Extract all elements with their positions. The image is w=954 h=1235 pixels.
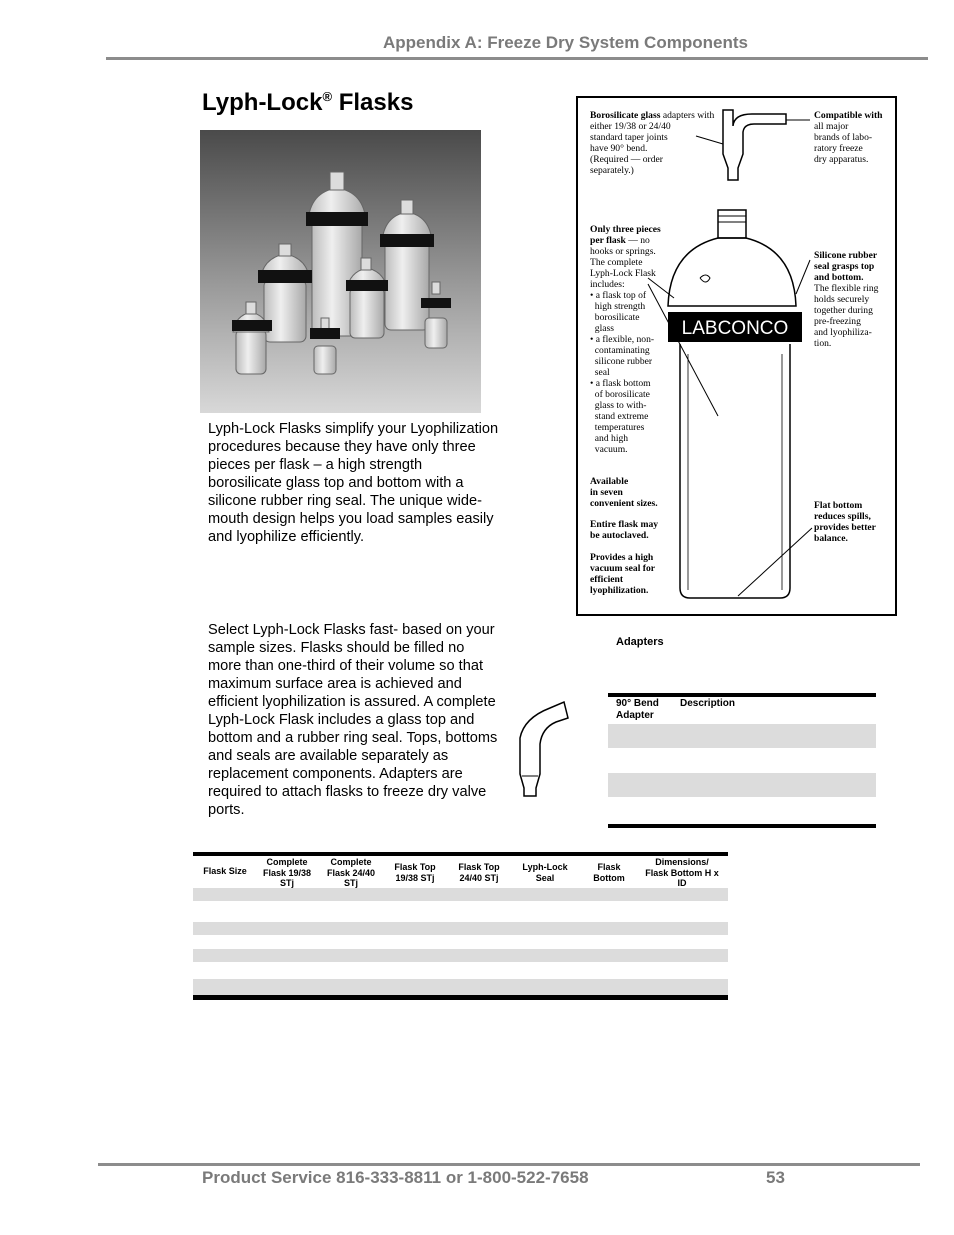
col-dimensions: Dimensions/ Flask Bottom H x ID [645,857,719,888]
table-row [193,888,728,901]
table-row [193,949,728,962]
adapters-table-bottom-rule [608,824,876,828]
flask-diagram [576,96,897,616]
table-row [193,979,728,995]
selection-paragraph: Select Lyph-Lock Flasks fast- based on your sample sizes. Flasks should be filled no more than one-third of their volume so that maximum surface area is achieved and efficient lyophilization is assured. A complete Lyph-Lock Flask includes a glass top and bottom and a rubber ring seal. Tops, bottoms and seals are available separately as replacement components. Adapters are required to attach flasks to freeze dry valve ports. [208,622,498,818]
page-number: 53 [766,1168,785,1187]
autoclave-callout: Entire flask may be autoclaved. [590,519,659,541]
adapters-table [608,693,876,829]
vacuum-callout: Provides a high vacuum seal for efficient lyophilization. [590,552,656,596]
col-top-24-40: Flask Top 24/40 STj [458,862,500,883]
title-main: Lyph-Lock [202,89,323,116]
col-flask-bottom: Flask Bottom [593,862,625,883]
three-pieces-callout: Only three pieces per flask — no hooks or springs. The complete Lyph-Lock Flask includes: • a flask top of high strength borosilicate glass • a flexible, non- contaminating silicone rubber seal • a flask bottom of borosilicate glass to with- stand extreme temperatures and high vacuum. [590,224,661,455]
footer-rule [98,1163,920,1166]
col-complete-19-38: Complete Flask 19/38 STj [262,857,312,888]
intro-paragraph: Lyph-Lock Flasks simplify your Lyophilization procedures because they have only three pieces per flask – a high strength borosilicate glass top and bottom with a silicone rubber ring seal. The unique wide-mouth design helps you load samples easily and lyophilize efficiently. [208,421,499,545]
brand-label: LABCONCO [681,318,789,339]
adapters-callout: Borosilicate glass adapters with either 19/38 or 24/40 standard taper joints have 90° bend. (Required — order separately.) [590,110,715,176]
table-row [608,773,876,797]
appendix-header-title: Appendix A: Freeze Dry System Components [383,33,748,52]
registered-mark: ® [322,89,333,104]
flat-bottom-callout: Flat bottom reduces spills, provides better balance. [814,500,876,544]
col-flask-size: Flask Size [203,866,247,876]
adapters-col-adapter: 90° Bend Adapter [616,698,659,721]
table-row [193,922,728,935]
adapters-col-description: Description [680,698,736,709]
header-rule [106,57,928,60]
compatible-callout: Compatible with all major brands of labo- ratory freeze dry apparatus. [814,110,883,165]
table-row [608,724,876,748]
footer-service-text: Product Service 816-333-8811 or 1-800-522-7658 [202,1168,589,1187]
flask-table-top-rule [193,852,728,856]
page-title [202,89,413,117]
flask-table [193,852,728,1001]
col-top-19-38: Flask Top 19/38 STj [394,862,436,883]
col-lyph-lock-seal: Lyph-Lock Seal [522,862,568,883]
bend-adapter-icon [510,696,570,800]
flasks-photo [200,130,481,413]
seal-callout: Silicone rubber seal grasps top and bottom. The flexible ring holds securely together during pre-freezing and lyophiliza- tion. [814,250,879,349]
available-callout: Available in seven convenient sizes. [590,476,658,509]
col-complete-24-40: Complete Flask 24/40 STj [326,857,376,888]
title-rest: Flasks [332,89,414,116]
adapters-caption: Adapters [616,636,664,648]
adapters-table-top-rule [608,693,876,697]
flask-table-bottom-rule [193,995,728,1000]
